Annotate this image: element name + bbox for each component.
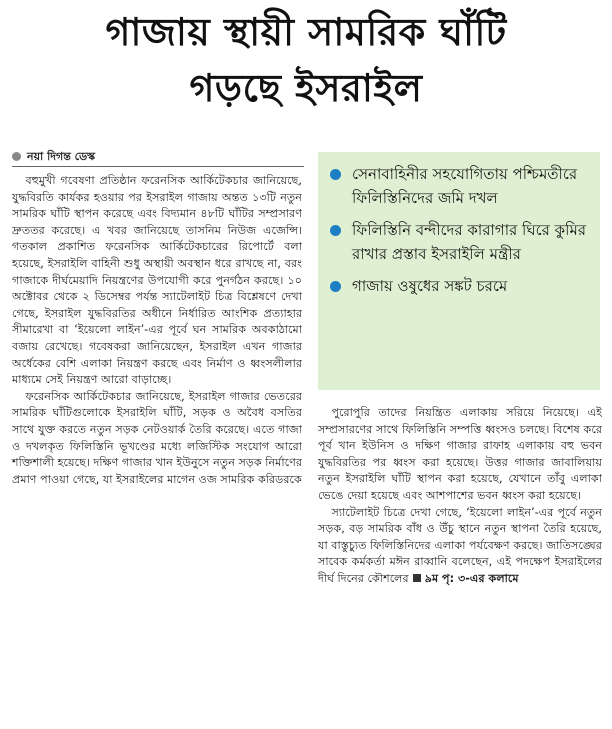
paragraph-text: স্যাটেলাইট চিত্রে দেখা গেছে, ‘ইয়েলো লাইন’-এর পূর্বে নতুন সড়ক, বড় সামরিক বাঁধ ও উঁচু স্থানে নতুন স্থাপনা তৈরি হয়েছে, যা বাস্তুচ্যুত ফিলিস্তিনিদের এলাকা পর্যবেক্ষণ করছে। জাতিসঙ্ঘের সাবেক কর্মকর্তা মঈন রাব্বানি বলেছেন, এই পদক্ষেপ ইসরাইলের দীর্ঘ দিনের কৌশলের: [318, 505, 602, 585]
related-headlines-box: [318, 152, 600, 390]
bullet-icon: [330, 281, 341, 292]
byline: [12, 148, 95, 167]
related-headline[interactable]: [328, 162, 590, 210]
square-icon: [413, 574, 421, 582]
bullet-icon: [330, 225, 341, 236]
headline-line-1: গাজায় স্থায়ী সামরিক ঘাঁটি: [105, 10, 507, 54]
paragraph: বহুমুখী গবেষণা প্রতিষ্ঠান ফরেনসিক আর্কিটেকচার জানিয়েছে, যুদ্ধবিরতি কার্যকর হওয়ার পর ইসরাইল গাজায় অন্তত ১৩টি নতুন সামরিক ঘাঁটি স্থাপন করেছে এবং বিদ্যমান ৪৮টি ঘাঁটির সম্প্রসারণ দ্রুততর করেছে। এ খবর জানিয়েছে তাসনিম নিউজ এজেন্সি। গতকাল প্রকাশিত ফরেনসিক আর্কিটেকচারের রিপোর্টে বলা হয়েছে, ইসরাইলি বাহিনী শুধু অস্থায়ী অবস্থান ধরে রাখছে না, বরং গাজাকে দীর্ঘমেয়াদি নিয়ন্ত্রণের উপযোগী করে পুনর্গঠন করছে। ১০ অক্টোবর থেকে ২ ডিসেম্বর পর্যন্ত স্যাটেলাইট চিত্র বিশ্লেষণে দেখা গেছে, ইসরাইল যুদ্ধবিরতির অধীনে নির্ধারিত আংশিক প্রত্যাহার সীমারেখা বা ‘ইয়েলো লাইন’-এর পূর্বে ঘন সামরিক অবকাঠামো বজায় রেখেছে। গবেষকরা জানিয়েছেন, ইসরাইল এখন গাজার অর্ধেকের বেশি এলাকা নিয়ন্ত্রণ করছে এবং নির্মাণ ও ধ্বংসলীলার মাধ্যমে সেই নিয়ন্ত্রণ আরো বাড়াচ্ছে।: [12, 174, 302, 387]
related-headline-text: ফিলিস্তিনি বন্দীদের কারাগার ঘিরে কুমির রাখার প্রস্তাব ইসরাইলি মন্ত্রীর: [352, 221, 587, 263]
headline-line-2: গড়ছে ইসরাইল: [189, 66, 423, 110]
byline-divider: [12, 166, 304, 167]
continuation-text: ৯ম পৃ: ৩-এর কলামে: [424, 571, 519, 585]
paragraph: [318, 505, 602, 588]
continuation-note[interactable]: [409, 572, 519, 585]
related-headline-text: গাজায় ওষুধের সঙ্কট চরমে: [352, 277, 508, 295]
article-column-1: [12, 173, 302, 488]
related-headline-text: সেনাবাহিনীর সহযোগিতায় পশ্চিমতীরে ফিলিস্তিনিদের জমি দখল: [352, 165, 578, 207]
paragraph: ফরেনসিক আর্কিটেকচার জানিয়েছে, ইসরাইল গাজার ভেতরের সামরিক ঘাঁটিগুলোকে ইসরাইলি ঘাঁটি, সড়ক ও অবৈধ বসতির সাথে যুক্ত করতে নতুন সড়ক নেটওয়ার্ক তৈরি করেছে। এতে গাজা ও দখলকৃত ফিলিস্তিনি ভূখণ্ডের মধ্যে লজিস্টিক সংযোগ আরো শক্তিশালী হয়েছে। দক্ষিণ গাজার খান ইউনুসে নতুন সড়ক নির্মাণের প্রমাণ পাওয়া গেছে, যা ইসরাইলের মাগেন ওজ সামরিক করিডরকে: [12, 389, 302, 486]
related-headline[interactable]: [328, 218, 590, 266]
headline: [0, 4, 612, 116]
related-headline[interactable]: [328, 274, 590, 298]
bullet-icon: [12, 152, 21, 161]
paragraph: পুরোপুরি তাদের নিয়ন্ত্রিত এলাকায় সরিয়ে নিয়েছে। এই সম্প্রসারণের সাথে ফিলিস্তিনি সম্পত্তি ধ্বংসও চলছে। বিশেষ করে পূর্ব খান ইউনিস ও দক্ষিণ গাজার রাফাহ এলাকায় বহু ভবন যুদ্ধবিরতির পর ধ্বংস করা হয়েছে। উত্তর গাজার জাবালিয়ায় নতুন ইসরাইলি ঘাঁটি স্থাপন করা হয়েছে, যেখানে তাঁবু এলাকা ভেঙে দেয়া হয়েছে এবং আশপাশের ভবন ধ্বংস করা হয়েছে।: [318, 406, 602, 502]
byline-text: নয়া দিগন্ত ডেস্ক: [27, 150, 96, 163]
bullet-icon: [330, 169, 341, 180]
article-column-2: [318, 405, 602, 588]
